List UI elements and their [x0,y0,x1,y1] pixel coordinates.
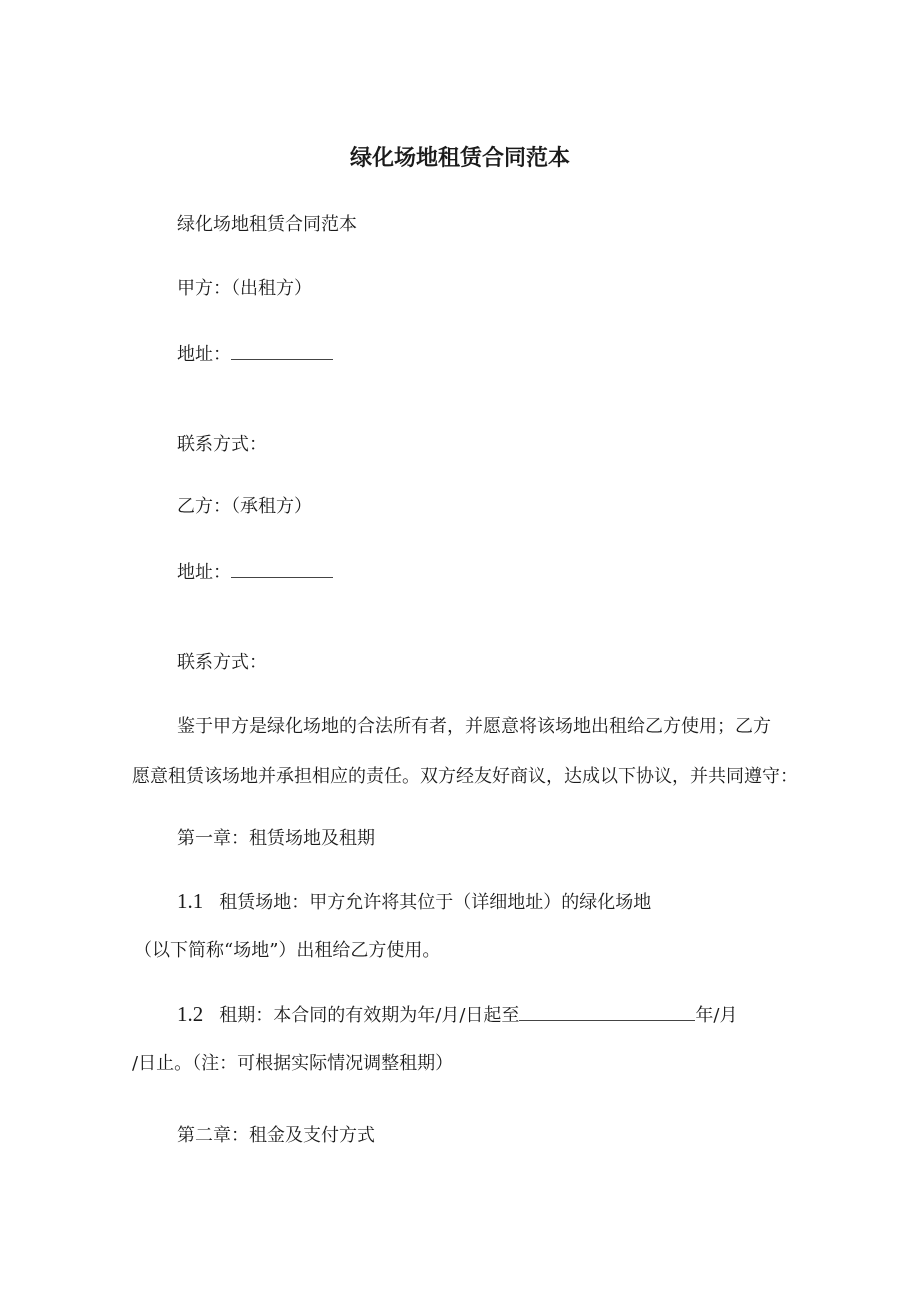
clause-1-2-line-2: /日止。（注：可根据实际情况调整租期） [132,1053,454,1074]
party-b-contact-label: 联系方式： [177,652,267,673]
chapter-1-heading: 第一章：租赁场地及租期 [177,828,375,849]
clause-1-2-text-before: 租期：本合同的有效期为年/月/日起至 [219,1005,520,1026]
party-a-contact-label: 联系方式： [177,434,267,455]
document-subtitle: 绿化场地租赁合同范本 [177,214,357,235]
party-b-label: 乙方：（承租方） [177,496,312,517]
party-b-address-label: 地址： [177,562,231,583]
clause-1-2-date-blank [519,1003,695,1021]
clause-1-1-line-2: （以下简称“场地”）出租给乙方使用。 [134,940,441,961]
preamble-line-1: 鉴于甲方是绿化场地的合法所有者，并愿意将该场地出租给乙方使用；乙方 [177,716,771,737]
clause-1-2-line-1 [177,1002,737,1028]
clause-1-1-line-1 [177,889,651,915]
party-a-label: 甲方：（出租方） [177,278,312,299]
party-a-address-blank [231,342,333,360]
party-a-address-label: 地址： [177,344,231,365]
clause-1-2-number: 1.2 [177,1002,204,1026]
party-b-address [177,560,333,585]
clause-1-1-number: 1.1 [177,889,204,913]
chapter-2-heading: 第二章：租金及支付方式 [177,1125,375,1146]
party-b-address-blank [231,560,333,578]
document-title: 绿化场地租赁合同范本 [349,146,570,171]
clause-1-1-text: 租赁场地：甲方允许将其位于（详细地址）的绿化场地 [219,892,652,913]
party-a-address [177,342,333,367]
clause-1-2-text-after: 年/月 [695,1005,738,1026]
preamble-line-2: 愿意租赁该场地并承担相应的责任。双方经友好商议，达成以下协议，并共同遵守： [132,766,798,787]
